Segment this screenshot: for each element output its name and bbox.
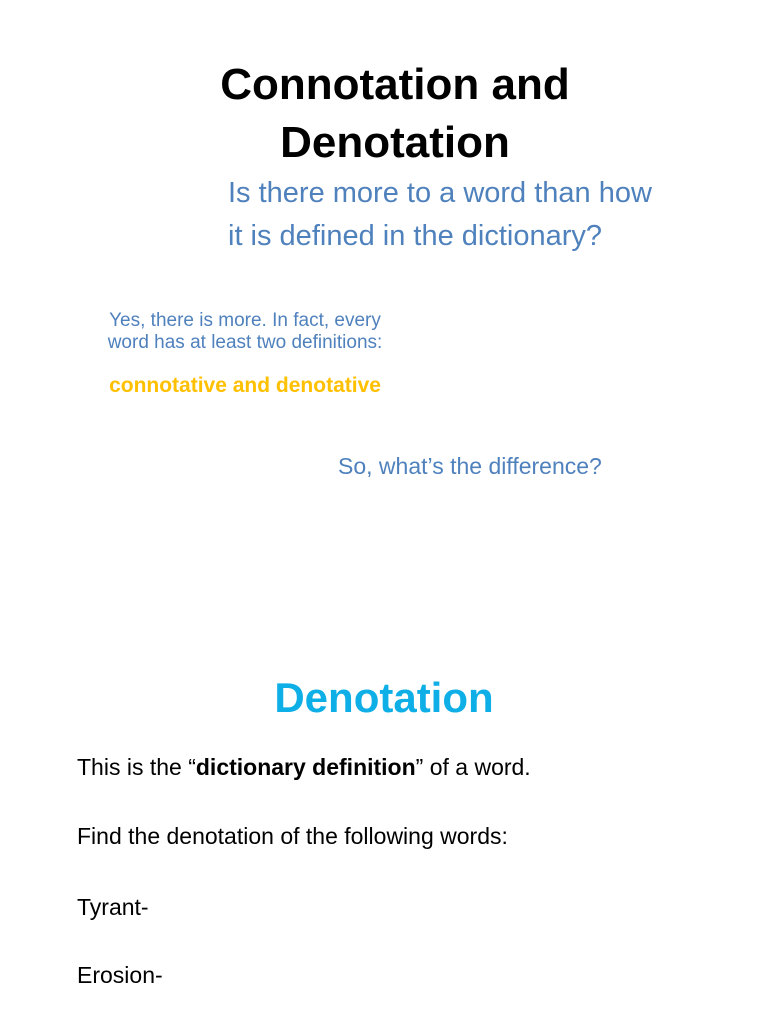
definition-prefix: This is the “ [77, 754, 196, 780]
word-tyrant: Tyrant- [77, 894, 149, 920]
title-line-1: Connotation and [220, 60, 570, 109]
denotation-heading: Denotation [274, 674, 494, 721]
slide-title [150, 56, 640, 172]
question-line-1: Is there more to a word than how [228, 177, 652, 209]
definition-line [77, 752, 737, 782]
definition-suffix: ” of a word. [415, 754, 531, 780]
difference-question: So, what’s the difference? [338, 453, 602, 479]
answer-line-2: word has at least two definitions: [107, 332, 383, 353]
answer-text [70, 310, 420, 354]
instruction-line: Find the denotation of the following words: [77, 823, 508, 849]
definition-bold: dictionary definition [195, 754, 416, 780]
title-line-2: Denotation [280, 118, 510, 167]
slide-denotation [0, 512, 768, 1024]
definition-types-highlight: connotative and denotative [109, 374, 381, 397]
word-erosion: Erosion- [77, 962, 163, 988]
question-line-2: it is defined in the dictionary? [228, 220, 602, 252]
question-text [228, 172, 748, 258]
answer-line-1: Yes, there is more. In fact, every [109, 310, 381, 331]
